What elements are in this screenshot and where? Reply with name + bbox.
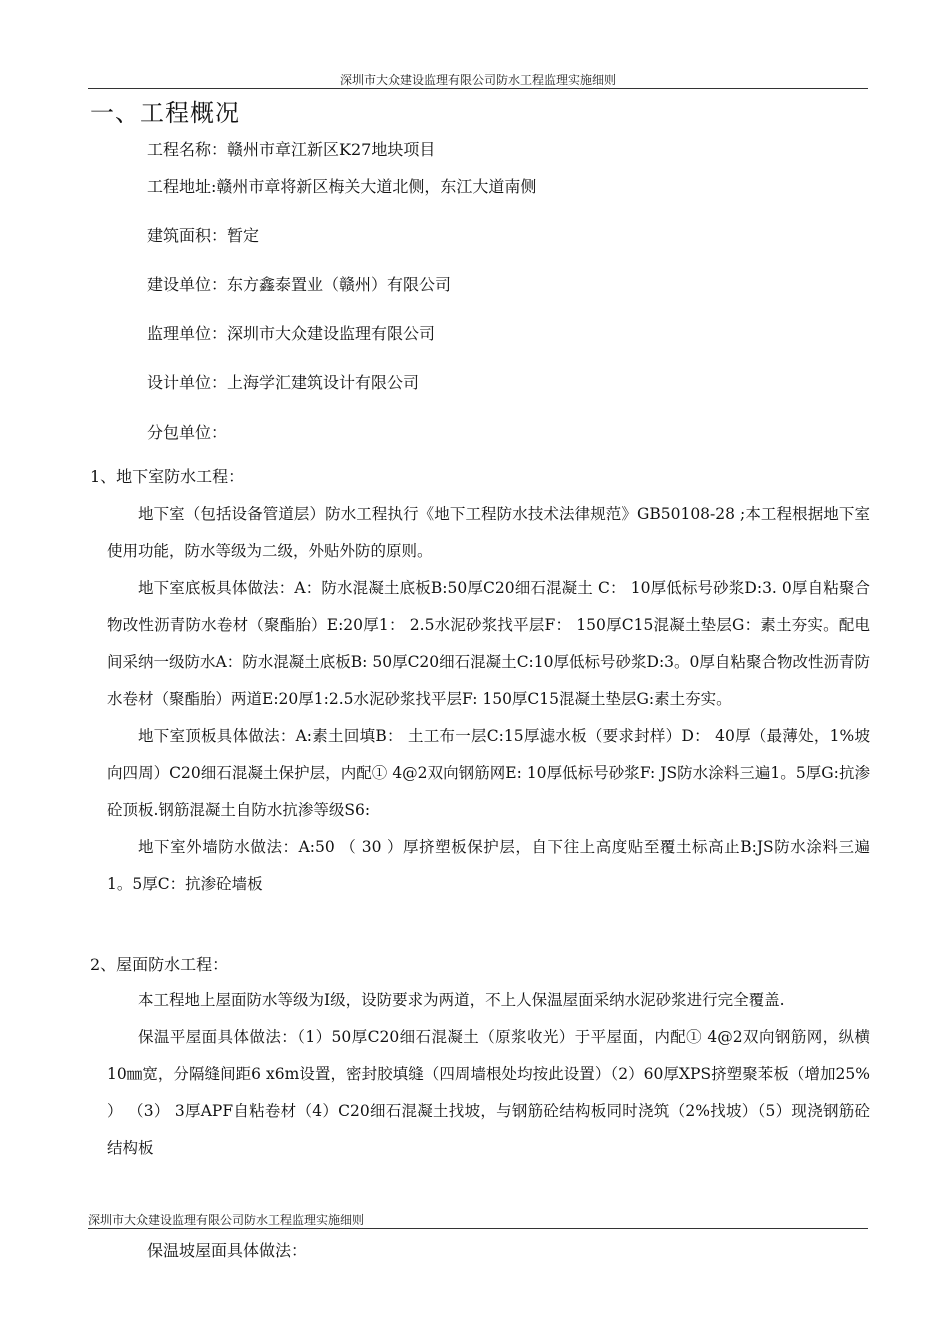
info-building-area: 建筑面积：暂定 <box>147 226 260 245</box>
page-footer: 深圳市大众建设监理有限公司防水工程监理实施细则 <box>88 1213 365 1227</box>
section-title: 一、工程概况 <box>90 99 240 127</box>
paragraph: 本工程地上屋面防水等级为Ⅰ级，设防要求为两道，不上人保温屋面采纳水泥砂浆进行完全覆盖. <box>138 991 785 1009</box>
info-subcontractor: 分包单位： <box>147 423 228 442</box>
heading-basement: 1、地下室防水工程： <box>90 467 245 486</box>
info-developer: 建设单位：东方鑫泰置业（赣州）有限公司 <box>147 275 452 294</box>
header-rule <box>88 88 868 89</box>
info-designer: 设计单位：上海学汇建筑设计有限公司 <box>147 373 420 392</box>
heading-roof: 2、屋面防水工程： <box>90 955 229 974</box>
info-supervisor: 监理单位：深圳市大众建设监理有限公司 <box>147 324 436 343</box>
paragraph: 地下室顶板具体做法：A:素土回填B： 土工布一层C:15厚滤水板（要求封样）D： 40厚（最薄处，1%坡向四周）C20细石混凝土保护层，内配① 4@2双向钢筋网E: 10厚低标号砂浆F: JS防水涂料三遍1。5厚G:抗渗砼顶板.钢筋混凝土自防水抗渗等级S6: <box>107 727 870 819</box>
paragraph: 地下室外墙防水做法：A:50 （ 30 ）厚挤塑板保护层，自下往上高度贴至覆土标高止B:JS防水涂料三遍1。5厚C：抗渗砼墙板 <box>107 838 870 893</box>
info-project-address: 工程地址:赣州市章将新区梅关大道北侧，东江大道南侧 <box>147 177 537 196</box>
roof-text <box>107 982 870 1167</box>
paragraph: 地下室底板具体做法：A：防水混凝土底板B:50厚C20细石混凝土 C： 10厚低标号砂浆D:3. 0厚自粘聚合物改性沥青防水卷材（聚酯胎）E:20厚1： 2.5水泥砂浆找平层F： 150厚C15混凝土垫层G：素土夯实。配电间采纳一级防水A：防水混凝土底板B: 50厚C20细石混凝土C:10厚低标号砂浆D:3。0厚自粘聚合物改性沥青防水卷材（聚酯胎）两道E:20厚1:2.5水泥砂浆找平层F: 150厚C15混凝土垫层G:素土夯实。 <box>107 579 870 708</box>
footer-rule <box>88 1228 868 1229</box>
paragraph: 保温平屋面具体做法：（1）50厚C20细石混凝土（原浆收光）于平屋面，内配① 4@2双向钢筋网，纵横10㎜宽，分隔缝间距6 x6m设置，密封胶填缝（四周墙根处均按此设置）（2）60厚XPS挤塑聚苯板（增加25% ） （3） 3厚APF自粘卷材（4）C20细石混凝土找坡，与钢筋砼结构板同时浇筑（2%找坡）（5）现浇钢筋砼结构板 <box>107 1028 870 1157</box>
page-header: 深圳市大众建设监理有限公司防水工程监理实施细则 <box>339 73 616 87</box>
info-project-name: 工程名称：赣州市章江新区K27地块项目 <box>147 140 436 159</box>
basement-text <box>107 496 870 903</box>
next-page-text: 保温坡屋面具体做法： <box>147 1241 308 1260</box>
paragraph: 地下室（包括设备管道层）防水工程执行《地下工程防水技术法律规范》GB50108-28 ;本工程根据地下室使用功能，防水等级为二级，外贴外防的原则。 <box>107 505 870 560</box>
